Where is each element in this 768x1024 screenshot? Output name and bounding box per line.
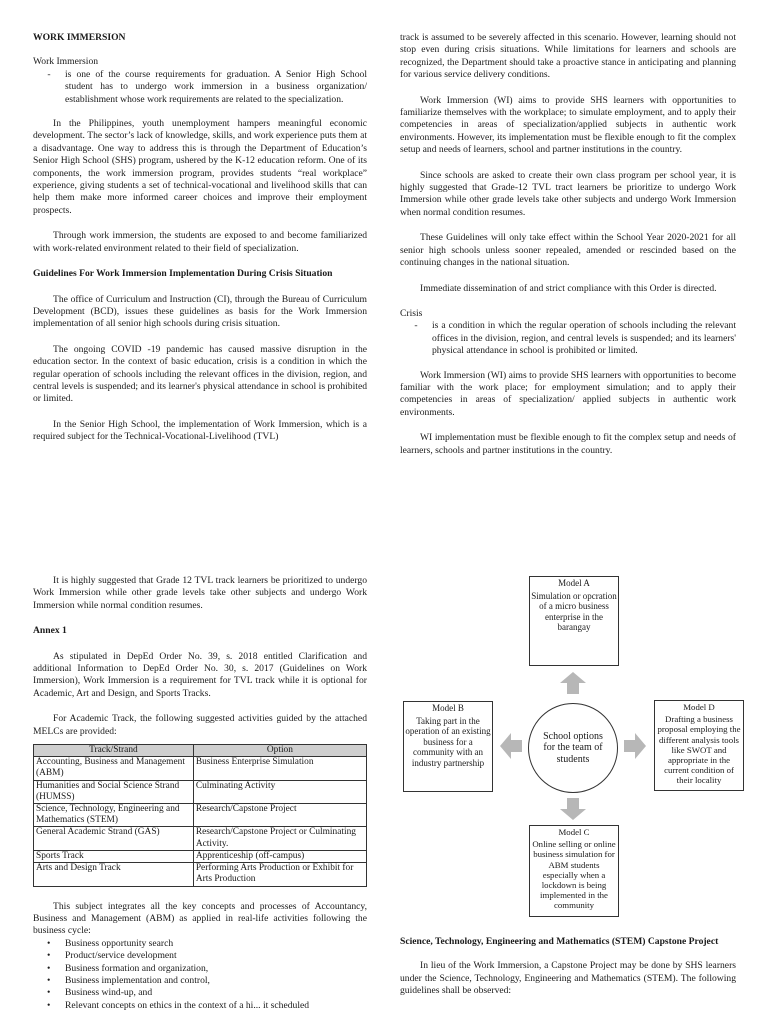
paragraph: These Guidelines will only take effect within the School Year 2020-2021 for all senior high schools unless sooner repealed, amended or rescinded based on the continuing changes in the national situation. xyxy=(400,232,736,269)
paragraph: The ongoing COVID -19 pandemic has caused massive disruption in the education sector. In the context of basic education, crisis is a condition in which the regular operation of schools including the relevant offices in the division, region, and central levels is suspended; and its learner's physical attendance in school is prohibited or limited. xyxy=(33,343,367,405)
center-label: School options for the team of students xyxy=(543,730,603,765)
table-cell: Sports Track xyxy=(34,850,194,862)
model-c-title: Model C xyxy=(558,827,590,837)
arrow-down-icon xyxy=(560,798,586,820)
table-row xyxy=(34,804,367,827)
list-item: • Business formation and organization, xyxy=(65,963,367,975)
table-header-cell: Track/Strand xyxy=(34,745,194,757)
paragraph: As stipulated in DepEd Order No. 39, s. 2018 entitled Clarification and additional Information to DepEd Order No. 30, s. 2017 (Guidelines on Work Immersion), Work Immersion is a requirement for TVL track while it is optional for Academic, Art and Design, and Sports Tracks. xyxy=(33,650,367,699)
model-a-text: Simulation or opcration of a micro business enterprise in the barangay xyxy=(531,590,617,633)
table-cell: Research/Capstone Project or Culminating Activity. xyxy=(193,827,366,850)
top-left-column xyxy=(33,32,367,457)
list-item: • Business wind-up, and xyxy=(65,987,367,999)
table-cell: General Academic Strand (GAS) xyxy=(34,827,194,850)
model-c-text: Online selling or online business simulation for ABM students especially when a lockdown is being implemented in the community xyxy=(532,839,616,911)
list-item: • Relevant concepts on ethics in the context of a hi... it scheduled xyxy=(65,1000,367,1012)
model-a-title: Model A xyxy=(558,578,590,588)
model-d-box xyxy=(654,700,744,791)
model-b-box xyxy=(403,701,493,792)
stem-heading: Science, Technology, Engineering and Mathematics (STEM) Capstone Project xyxy=(400,936,719,947)
paragraph: Immediate dissemination of and strict compliance with this Order is directed. xyxy=(420,282,717,294)
paragraph: Since schools are asked to create their own class program per school year, it is highly suggested that Grade-12 TVL tract learners be prioritize to undergo Work Immersion while other grade levels take other subjects and undergo Work Immersion when normal condition resumes. xyxy=(400,169,736,218)
table-cell: Arts and Design Track xyxy=(34,863,194,886)
table-cell: Apprenticeship (off-campus) xyxy=(193,850,366,862)
models-diagram xyxy=(400,574,741,919)
arrow-left-icon xyxy=(500,733,522,759)
paragraph: track is assumed to be severely affected in this scenario. However, learning should not stop even during crisis situations. While limitations for learners and schools are recognized, the Department should take a proactive stance in anticipating and planning for various service delivery conditions. xyxy=(400,32,736,81)
work-immersion-term: Work Immersion xyxy=(33,56,99,68)
annex-heading: Annex 1 xyxy=(33,625,67,637)
dash-marker: - xyxy=(414,320,418,332)
paragraph: In lieu of the Work Immersion, a Capstone Project may be done by SHS learners under the Science, Technology, Engineering and Mathematics (STEM). The following guidelines shall be observed: xyxy=(400,960,736,997)
track-strand-table xyxy=(33,744,367,886)
model-d-title: Model D xyxy=(683,702,715,712)
dash-marker: - xyxy=(47,68,51,80)
model-b-title: Model B xyxy=(432,703,464,713)
table-cell: Science, Technology, Engineering and Mathematics (STEM) xyxy=(34,804,194,827)
paragraph: In the Philippines, youth unemployment hampers meaningful economic development. The sector’s lack of knowledge, skills, and work experience puts them at a disadvantage. One way to address this is through the Department of Education’s Senior High School (SHS) program, ushered by the K-12 education reform. One of its components, the work immersion program, provides students “real workplace” experience, giving students a set of technical-vocational and livelihood skills that can help them make more informed career choices and improve their employment prospects. xyxy=(33,118,367,216)
table-row xyxy=(34,850,367,862)
school-options-circle xyxy=(528,703,618,793)
table-row xyxy=(34,757,367,780)
table-cell: Research/Capstone Project xyxy=(193,804,366,827)
guidelines-heading: Guidelines For Work Immersion Implementation During Crisis Situation xyxy=(33,268,333,280)
table-row xyxy=(34,780,367,803)
paragraph: The office of Curriculum and Instruction (CI), through the Bureau of Curriculum Development (BCD), issues these guidelines as basis for the Work Immersion implementation of all senior high schools during crisis situation. xyxy=(33,293,367,330)
list-item: • Business implementation and control, xyxy=(65,975,367,987)
table-cell: Culminating Activity xyxy=(193,780,366,803)
table-header-row xyxy=(34,745,367,757)
table-cell: Humanities and Social Science Strand (HUMSS) xyxy=(34,780,194,803)
business-cycle-list xyxy=(33,938,367,1012)
crisis-definition xyxy=(400,320,736,357)
table-cell: Accounting, Business and Management (ABM) xyxy=(34,757,194,780)
paragraph: It is highly suggested that Grade 12 TVL track learners be prioritized to undergo Work Immersion while other grade levels take other subjects and undergo Work Immersion while normal condition resumes. xyxy=(33,575,367,611)
table-row xyxy=(34,827,367,850)
arrow-right-icon xyxy=(624,733,646,759)
work-immersion-definition xyxy=(33,69,367,106)
list-item: • Product/service development xyxy=(65,950,367,962)
model-d-text: Drafting a business proposal employing the different analysis tools like SWOT and appropriate in the current condition of their locality xyxy=(657,714,741,786)
bottom-right-column xyxy=(400,936,736,1011)
paragraph: WI implementation must be flexible enough to fit the complex setup and needs of learners, schools and partner institutions in the country. xyxy=(400,432,736,456)
list-item: • Business opportunity search xyxy=(65,938,367,950)
bottom-left-column xyxy=(33,575,367,1012)
section-title: WORK IMMERSION xyxy=(33,32,126,43)
definition-text: is one of the course requirements for graduation. A Senior High School student has to undergo work immersion in a business organization/ establishment whose work requirements are related to the specialization. xyxy=(65,68,367,105)
paragraph: Through work immersion, the students are exposed to and become familiarized with work-related environment related to their field of specialization. xyxy=(33,230,367,254)
definition-text: is a condition in which the regular operation of schools including the relevant offices in the division, region, and central levels is suspended; and its learners' physical attendance in school is prohibited or limited. xyxy=(432,320,736,357)
model-c-box xyxy=(529,825,619,917)
paragraph: For Academic Track, the following suggested activities guided by the attached MELCs are provided: xyxy=(33,713,367,737)
arrow-up-icon xyxy=(560,672,586,694)
model-a-box xyxy=(529,576,619,666)
paragraph: Work Immersion (WI) aims to provide SHS learners with opportunities to become familiar with the work place; for employment simulation; and to apply their competencies in areas of specialization/ applied subjects in authentic work environments. xyxy=(400,369,736,418)
crisis-term: Crisis xyxy=(400,307,423,319)
paragraph: In the Senior High School, the implementation of Work Immersion, which is a required subject for the Technical-Vocational-Livelihood (TVL) xyxy=(33,418,367,443)
paragraph: Work Immersion (WI) aims to provide SHS learners with opportunities to familiarize themselves with the workplace; to simulate employment, and to apply their competencies in areas of specialization/applied subjects in authentic work environments. However, its implementation must be flexible enough to fit the complex setup and needs of learners, school and partner institutions in the country. xyxy=(400,94,736,156)
table-cell: Business Enterprise Simulation xyxy=(193,757,366,780)
paragraph: This subject integrates all the key concepts and processes of Accountancy, Business and Management (ABM) as applied in real-life activities following the business cycle: xyxy=(33,900,367,937)
top-right-column xyxy=(400,32,736,470)
table-row xyxy=(34,863,367,886)
table-header-cell: Option xyxy=(193,745,366,757)
model-b-text: Taking part in the operation of an existing business for a community with an industry partnership xyxy=(405,715,491,768)
table-cell: Performing Arts Production or Exhibit for Arts Production xyxy=(193,863,366,886)
